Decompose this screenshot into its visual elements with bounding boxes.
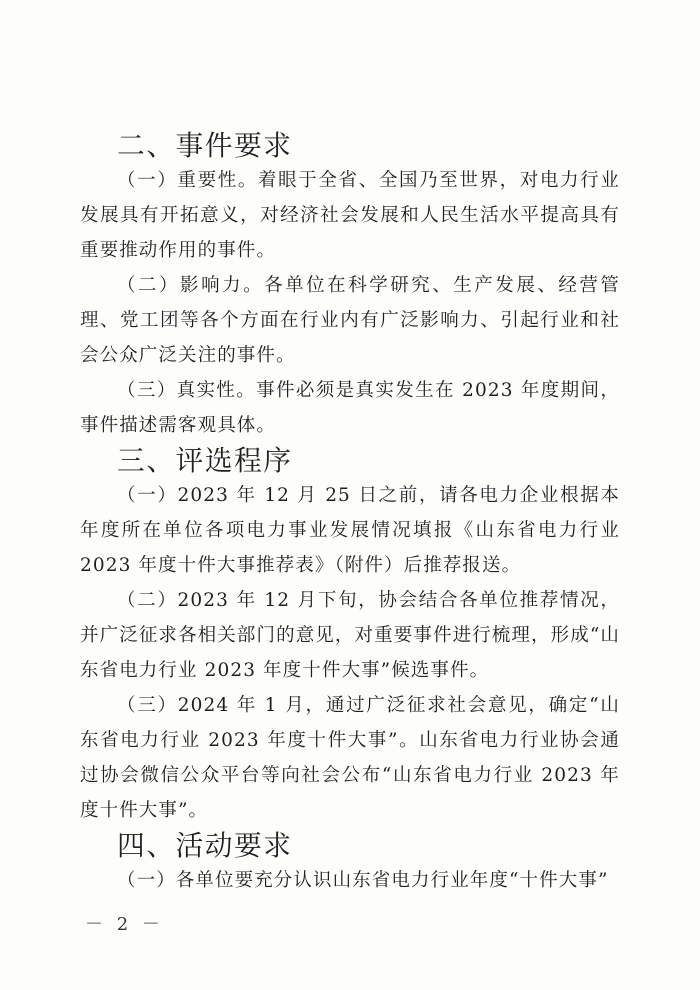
paragraph: （一）2023 年 12 月 25 日之前，请各电力企业根据本年度所在单位各项电力事业发展情况填报《山东省电力行业 2023 年度十件大事推荐表》（附件）后推荐报送。 <box>80 485 620 576</box>
section-activity-requirements <box>80 828 620 898</box>
section-event-requirements <box>80 128 620 443</box>
paragraph: （三）真实性。事件必须是真实发生在 2023 年度期间，事件描述需客观具体。 <box>80 380 620 436</box>
paragraph: （三）2024 年 1 月，通过广泛征求社会意见，确定“山东省电力行业 2023 年度十件大事”。山东省电力行业协会通过协会微信公众平台等向社会公布“山东省电力行业 2023 年度十件大事”。 <box>80 695 620 821</box>
section-heading: 四、活动要求 <box>117 829 293 862</box>
section-heading: 二、事件要求 <box>117 129 293 162</box>
paragraph: （二）影响力。各单位在科学研究、生产发展、经营管理、党工团等各个方面在行业内有广泛影响力、引起行业和社会公众广泛关注的事件。 <box>80 275 620 366</box>
paragraph: （一）重要性。着眼于全省、全国乃至世界，对电力行业发展具有开拓意义，对经济社会发展和人民生活水平提高具有重要推动作用的事件。 <box>80 170 620 261</box>
section-selection-procedure <box>80 443 620 828</box>
section-heading: 三、评选程序 <box>117 444 293 477</box>
document-body <box>80 128 620 898</box>
page-number: － 2 － <box>85 914 164 935</box>
paragraph: （二）2023 年 12 月下旬，协会结合各单位推荐情况，并广泛征求各相关部门的意见，对重要事件进行梳理，形成“山东省电力行业 2023 年度十件大事”候选事件。 <box>80 590 620 681</box>
paragraph: （一）各单位要充分认识山东省电力行业年度“十件大事” <box>117 870 609 891</box>
